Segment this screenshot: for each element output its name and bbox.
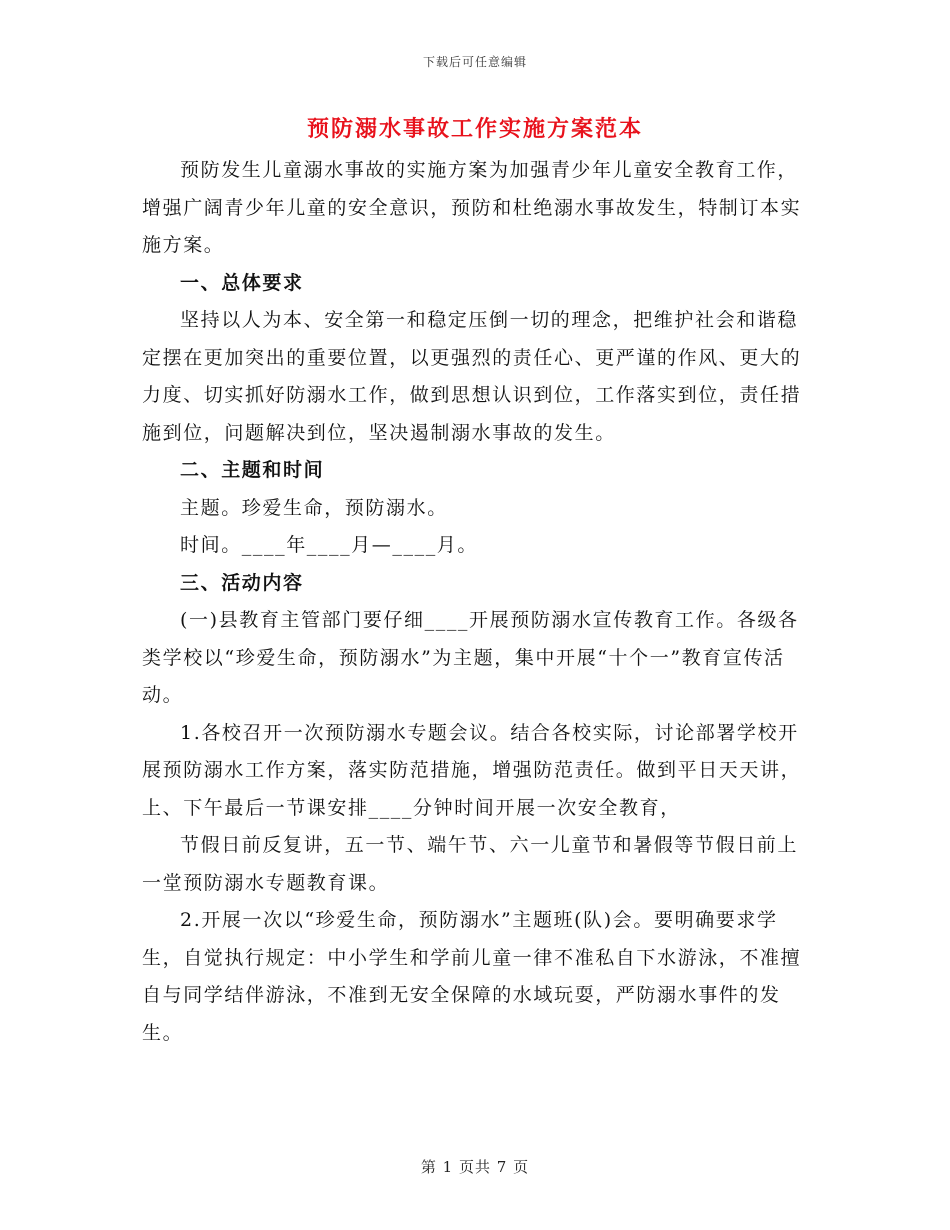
section-heading-theme-time: 二、主题和时间 bbox=[180, 459, 325, 481]
activity-item-1-paragraph: 1.各校召开一次预防溺水专题会议。结合各校实际，讨论部署学校开展预防溺水工作方案，落实防范措施，增强防范责任。做到平日天天讲，上、下午最后一节课安排____分钟时间开展一次安全教育， bbox=[142, 721, 802, 819]
section-heading-general-requirements: 一、总体要求 bbox=[180, 271, 304, 294]
time-line: 时间。____年____月—____月。 bbox=[180, 534, 479, 556]
intro-paragraph: 预防发生儿童溺水事故的实施方案为加强青少年儿童安全教育工作，增强广阔青少年儿童的安全意识，预防和杜绝溺水事故发生，特制订本实施方案。 bbox=[142, 159, 802, 256]
general-requirements-paragraph: 坚持以人为本、安全第一和稳定压倒一切的理念，把维护社会和谐稳定摆在更加突出的重要位置，以更强烈的责任心、更严谨的作风、更大的力度、切实抓好防溺水工作，做到思想认识到位，工作落实到位，责任措施到位，问题解决到位，坚决遏制溺水事故的发生。 bbox=[142, 309, 802, 444]
document-title: 预防溺水事故工作实施方案范本 bbox=[306, 116, 643, 142]
page-number: 第 1 页共 7 页 bbox=[420, 1158, 530, 1176]
theme-line: 主题。珍爱生命，预防溺水。 bbox=[180, 496, 448, 519]
section-heading-activities: 三、活动内容 bbox=[180, 571, 304, 594]
page-header-note: 下载后可任意编辑 bbox=[422, 55, 527, 69]
activity-item-2-paragraph: 2.开展一次以“珍爱生命，预防溺水”主题班(队)会。要明确要求学生，自觉执行规定：中小学生和学前儿童一律不准私自下水游泳，不准擅自与同学结伴游泳，不准到无安全保障的水域玩耍，严防溺水事件的发生。 bbox=[142, 909, 802, 1044]
activity-item-1-continued-paragraph: 节假日前反复讲，五一节、端午节、六一儿童节和暑假等节假日前上一堂预防溺水专题教育课。 bbox=[142, 834, 799, 894]
activity-intro-paragraph: (一)县教育主管部门要仔细____开展预防溺水宣传教育工作。各级各类学校以“珍爱生命，预防溺水”为主题，集中开展“十个一”教育宣传活动。 bbox=[142, 609, 799, 706]
document-body bbox=[142, 152, 802, 1052]
